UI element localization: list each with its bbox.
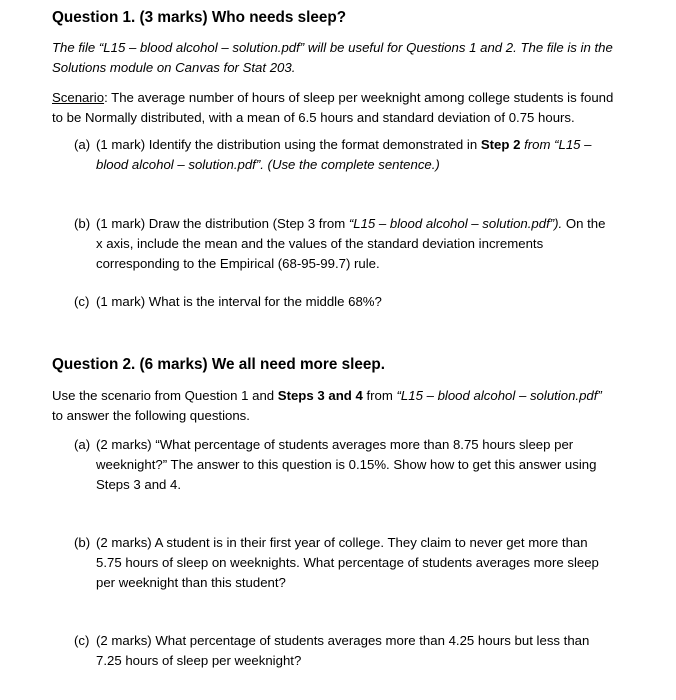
item-label: (b) [74,535,91,550]
item-label: (c) [74,294,90,309]
question-1-intro [52,38,642,78]
item-text: corresponding to the Empirical (68-95-99.7) rule. [96,256,380,271]
intro-text: Use the scenario from Question 1 and [52,388,278,403]
item-text-italic: from “L15 – [520,137,592,152]
intro-text-bold: Steps 3 and 4 [277,388,363,403]
item-text: (1 mark) Identify the distribution using the format demonstrated in [96,137,481,152]
item-text: (2 marks) “What percentage of students averages more than 8.75 hours sleep per [96,437,574,452]
intro-line: The file “L15 – blood alcohol – solution.pdf” will be useful for Questions 1 and 2. The file is in the [52,40,613,55]
item-text: (2 marks) A student is in their first year of college. They claim to never get more than [96,535,588,550]
item-label: (a) [74,137,91,152]
scenario-text: The average number of hours of sleep per weeknight among college students is found [107,90,614,105]
intro-text-italic: “L15 – blood alcohol – solution.pdf” [396,388,602,403]
item-text-italic: blood alcohol – solution.pdf”. (Use the complete sentence.) [96,157,440,172]
item-text: (1 mark) What is the interval for the middle 68%? [96,294,382,309]
intro-line: Solutions module on Canvas for Stat 203. [52,60,296,75]
item-text: x axis, include the mean and the values of the standard deviation increments [96,236,544,251]
item-text: Steps 3 and 4. [96,477,182,492]
item-text-italic: “L15 – blood alcohol – solution.pdf”). [348,216,563,231]
question-2a [74,435,634,495]
question-2c [74,631,634,671]
question-2-intro [52,386,642,426]
item-text: 7.25 hours of sleep per weeknight? [96,653,302,668]
intro-text: to answer the following questions. [52,408,250,423]
item-text-bold: Step 2 [480,137,521,152]
question-1a [74,135,634,175]
item-text: per weeknight than this student? [96,575,286,590]
question-1-title: Question 1. (3 marks) Who needs sleep? [52,9,347,26]
scenario-label: Scenario [52,90,105,105]
item-label: (a) [74,437,91,452]
item-text: weeknight?” The answer to this question is 0.15%. Show how to get this answer using [96,457,597,472]
item-label: (b) [74,216,91,231]
question-1b [74,214,634,274]
question-2b [74,533,634,593]
scenario-paragraph [52,88,642,128]
item-text: (1 mark) Draw the distribution (Step 3 from [96,216,349,231]
intro-text: from [362,388,397,403]
question-2-title: Question 2. (6 marks) We all need more sleep. [52,356,385,373]
question-1c [74,292,634,312]
item-text: On the [562,216,606,231]
item-text: (2 marks) What percentage of students averages more than 4.25 hours but less than [96,633,590,648]
item-label: (c) [74,633,90,648]
item-text: 5.75 hours of sleep on weeknights. What percentage of students averages more sleep [96,555,599,570]
scenario-colon: : [104,90,108,105]
scenario-text: to be Normally distributed, with a mean of 6.5 hours and standard deviation of 0.75 hours. [52,110,575,125]
